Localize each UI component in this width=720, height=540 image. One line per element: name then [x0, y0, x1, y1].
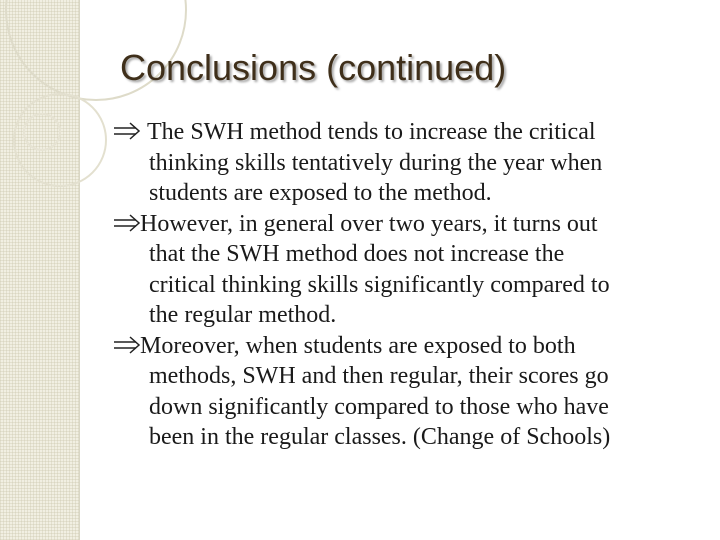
bullet-line: that the SWH method does not increase the: [149, 241, 565, 267]
bullet-text: [140, 209, 712, 331]
implies-arrow-icon: [112, 334, 146, 358]
bullet-item: [112, 117, 712, 209]
bullet-line: been in the regular classes. (Change of Schools): [149, 424, 611, 450]
bullet-line: Moreover, when students are exposed to both: [140, 332, 576, 359]
slide-title: Conclusions (continued): [120, 47, 507, 88]
bullet-text: [140, 331, 712, 453]
bullet-line: However, in general over two years, it turns out: [140, 210, 598, 237]
bullet-line: students are exposed to the method.: [149, 180, 492, 206]
bullet-item: [112, 331, 712, 453]
bullet-item: [112, 209, 712, 331]
bullet-line: the regular method.: [149, 302, 337, 328]
bullet-line: thinking skills tentatively during the year when: [149, 149, 603, 176]
decor-circle-small: [24, 114, 60, 150]
bullet-line: down significantly compared to those who have: [149, 393, 609, 420]
bullet-line: critical thinking skills significantly compared to: [149, 271, 610, 298]
implies-arrow-icon: [112, 120, 146, 144]
bullet-line: The SWH method tends to increase the critical: [147, 119, 596, 145]
decor-circle-medium: [14, 94, 106, 186]
implies-arrow-icon: [112, 212, 146, 236]
bullet-text: [149, 117, 712, 209]
bullet-line: methods, SWH and then regular, their scores go: [149, 363, 609, 389]
bullet-list: [112, 117, 712, 453]
